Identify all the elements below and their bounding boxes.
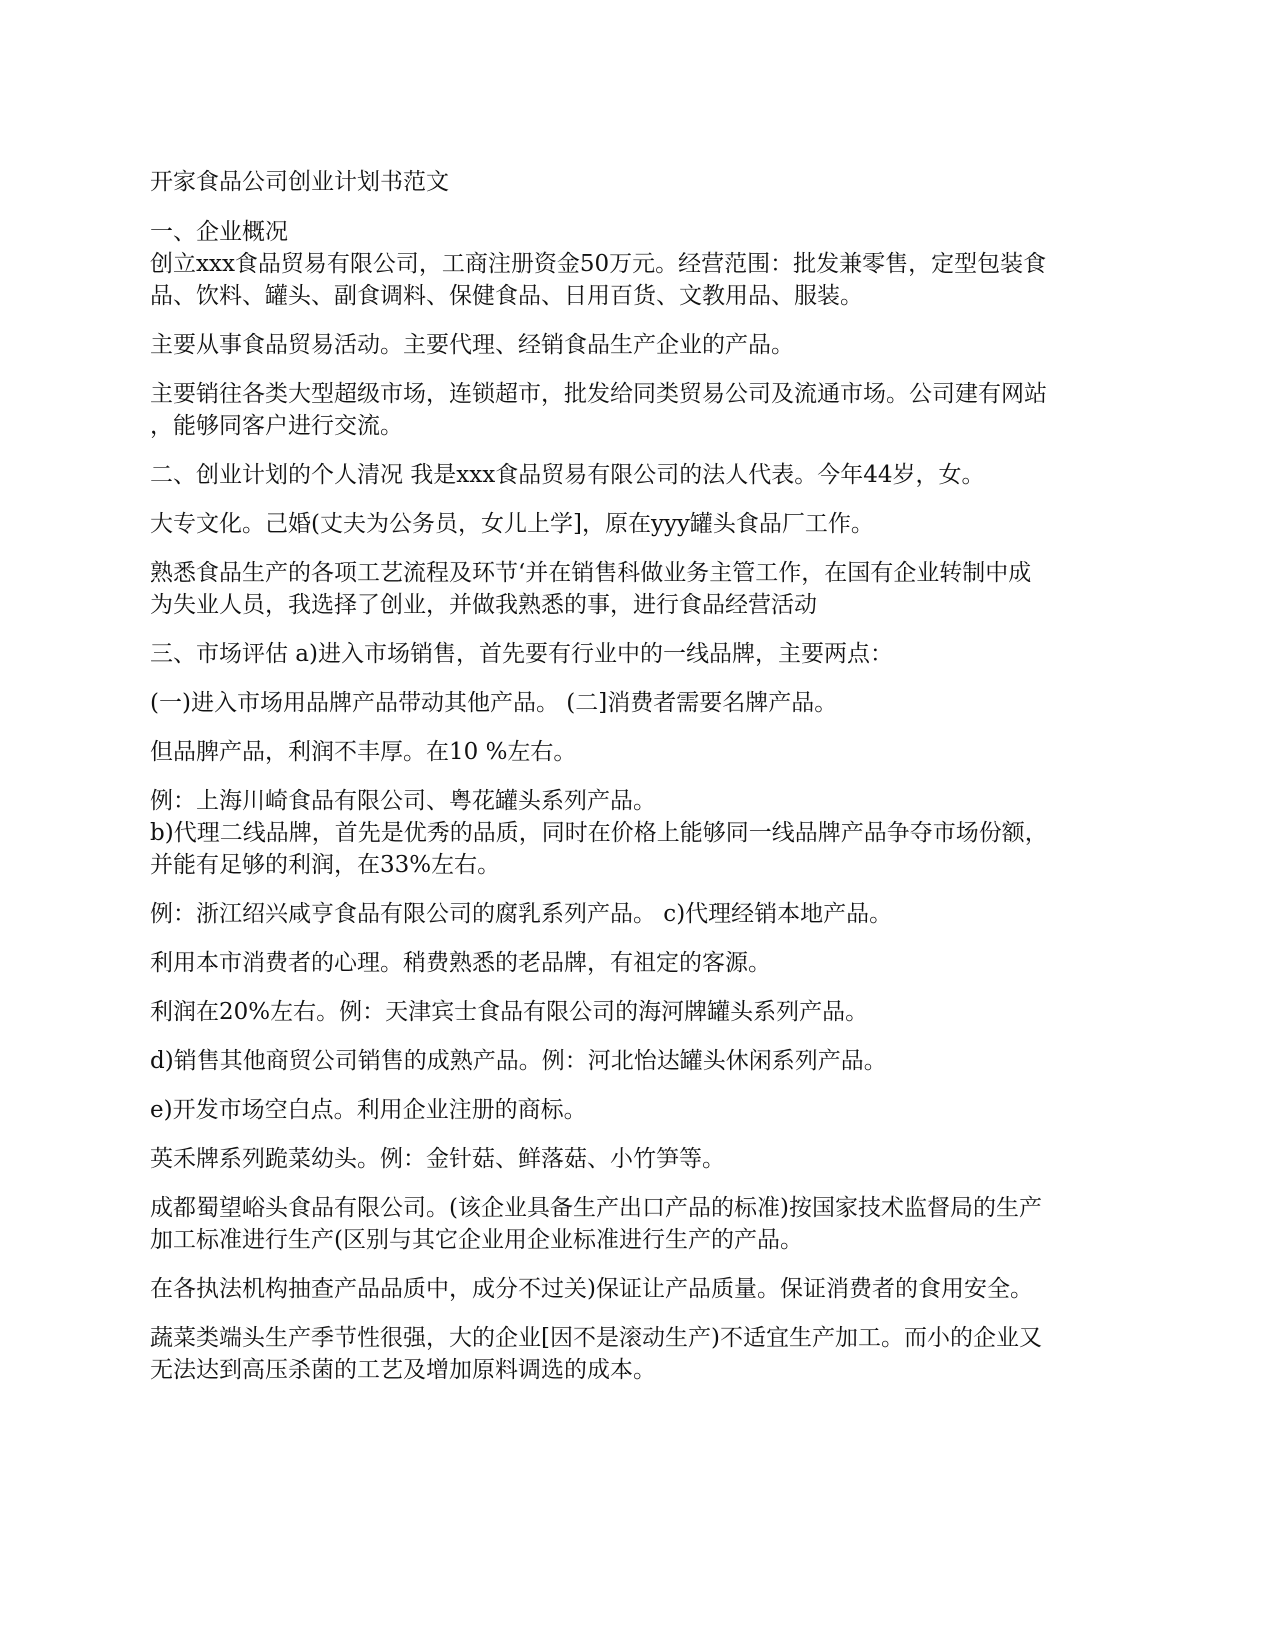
paragraph-line: 但品脾产品，利润不丰厚。在10 %左右。 [150, 739, 577, 765]
paragraph-line: 并能有足够的利润，在33%左右。 [150, 852, 501, 878]
paragraph-line: ，能够同客户进行交流。 [150, 413, 403, 439]
paragraph-line: 加工标准进行生产(区别与其它企业用企业标准进行生产的产品。 [150, 1227, 803, 1253]
paragraph [150, 1192, 1130, 1256]
paragraph [150, 216, 1130, 248]
paragraph [150, 459, 1130, 491]
paragraph [150, 378, 1130, 442]
paragraph-line: 成都蜀望峪头食品有限公司。(该企业具备生产出口产品的标准)按国家技术监督局的生产 [150, 1195, 1042, 1221]
paragraph [150, 947, 1130, 979]
paragraph [150, 736, 1130, 768]
paragraph-line: 利用本市消费者的心理。稍费熟悉的老品牌，有祖定的客源。 [150, 950, 771, 976]
paragraph-line: 三、市场评估 a)进入市场销售，首先要有行业中的一线品牌，主要两点： [150, 641, 893, 667]
paragraph-line: 主要从事食品贸易活动。主要代理、经销食品生产企业的产品。 [150, 332, 794, 358]
paragraph [150, 1045, 1130, 1077]
paragraph [150, 329, 1130, 361]
paragraph [150, 1094, 1130, 1126]
paragraph-line: 熟悉食品生产的各项工艺流程及环节‘并在销售科做业务主管工作，在国有企业转制中成 [150, 560, 1032, 586]
paragraph [150, 638, 1130, 670]
paragraph-line: 蔬菜类端头生产季节性很强，大的企业[因不是滚动生产)不适宜生产加工。而小的企业又 [150, 1325, 1042, 1351]
paragraph-line: 二、创业计划的个人清况 我是xxx食品贸易有限公司的法人代表。今年44岁，女。 [150, 462, 985, 488]
paragraph [150, 996, 1130, 1028]
paragraph [150, 687, 1130, 719]
paragraph-line: 在各执法机构抽查产品品质中，成分不过关)保证让产品质量。保证消费者的食用安全。 [150, 1276, 1033, 1302]
document-body [150, 165, 1130, 1403]
paragraph-line: 创立xxx食品贸易有限公司，工商注册资金50万元。经营范围：批发兼零售，定型包装食 [150, 251, 1047, 277]
paragraph [150, 898, 1130, 930]
paragraph-line: 一、企业概况 [150, 219, 288, 245]
paragraph [150, 508, 1130, 540]
paragraph-line: 利润在20%左右。例：天津宾士食品有限公司的海河牌罐头系列产品。 [150, 999, 869, 1025]
paragraph [150, 1143, 1130, 1175]
paragraph-line: 为失业人员，我选择了创业，并做我熟悉的事，进行食品经营活动 [150, 592, 817, 618]
paragraph-line: d)销售其他商贸公司销售的成熟产品。例：河北怡达罐头休闲系列产品。 [150, 1048, 887, 1074]
paragraph-line: 英禾牌系列跪菜幼头。例：金针菇、鲜落菇、小竹笋等。 [150, 1146, 725, 1172]
paragraph [150, 248, 1130, 312]
paragraph [150, 1322, 1130, 1386]
paragraph-line: 品、饮料、罐头、副食调料、保健食品、日用百货、文教用品、服装。 [150, 283, 863, 309]
paragraph-line: 例：浙江绍兴咸亨食品有限公司的腐乳系列产品。 c)代理经销本地产品。 [150, 901, 893, 927]
paragraph [150, 785, 1130, 817]
paragraph-line: e)开发市场空白点。利用企业注册的商标。 [150, 1097, 587, 1123]
paragraph-line: 无法达到高压杀菌的工艺及增加原料调选的成本。 [150, 1357, 656, 1383]
paragraph-line: 主要销往各类大型超级市场，连锁超市，批发给同类贸易公司及流通市场。公司建有网站 [150, 381, 1047, 407]
paragraph [150, 817, 1130, 881]
paragraph-line: 大专文化。己婚(丈夫为公务员，女儿上学]，原在yyy罐头食品厂工作。 [150, 511, 874, 537]
paragraph-line: b)代理二线品牌，首先是优秀的品质，同时在价格上能够同一线品牌产品争夺市场份额， [150, 820, 1048, 846]
paragraph-line: 例：上海川崎食品有限公司、粤花罐头系列产品。 [150, 788, 656, 814]
paragraph-line: (一)进入市场用品牌产品带动其他产品。 (二]消费者需要名牌产品。 [150, 690, 838, 716]
paragraph [150, 557, 1130, 621]
paragraph [150, 1273, 1130, 1305]
document-title: 开家食品公司创业计划书范文 [150, 169, 449, 195]
